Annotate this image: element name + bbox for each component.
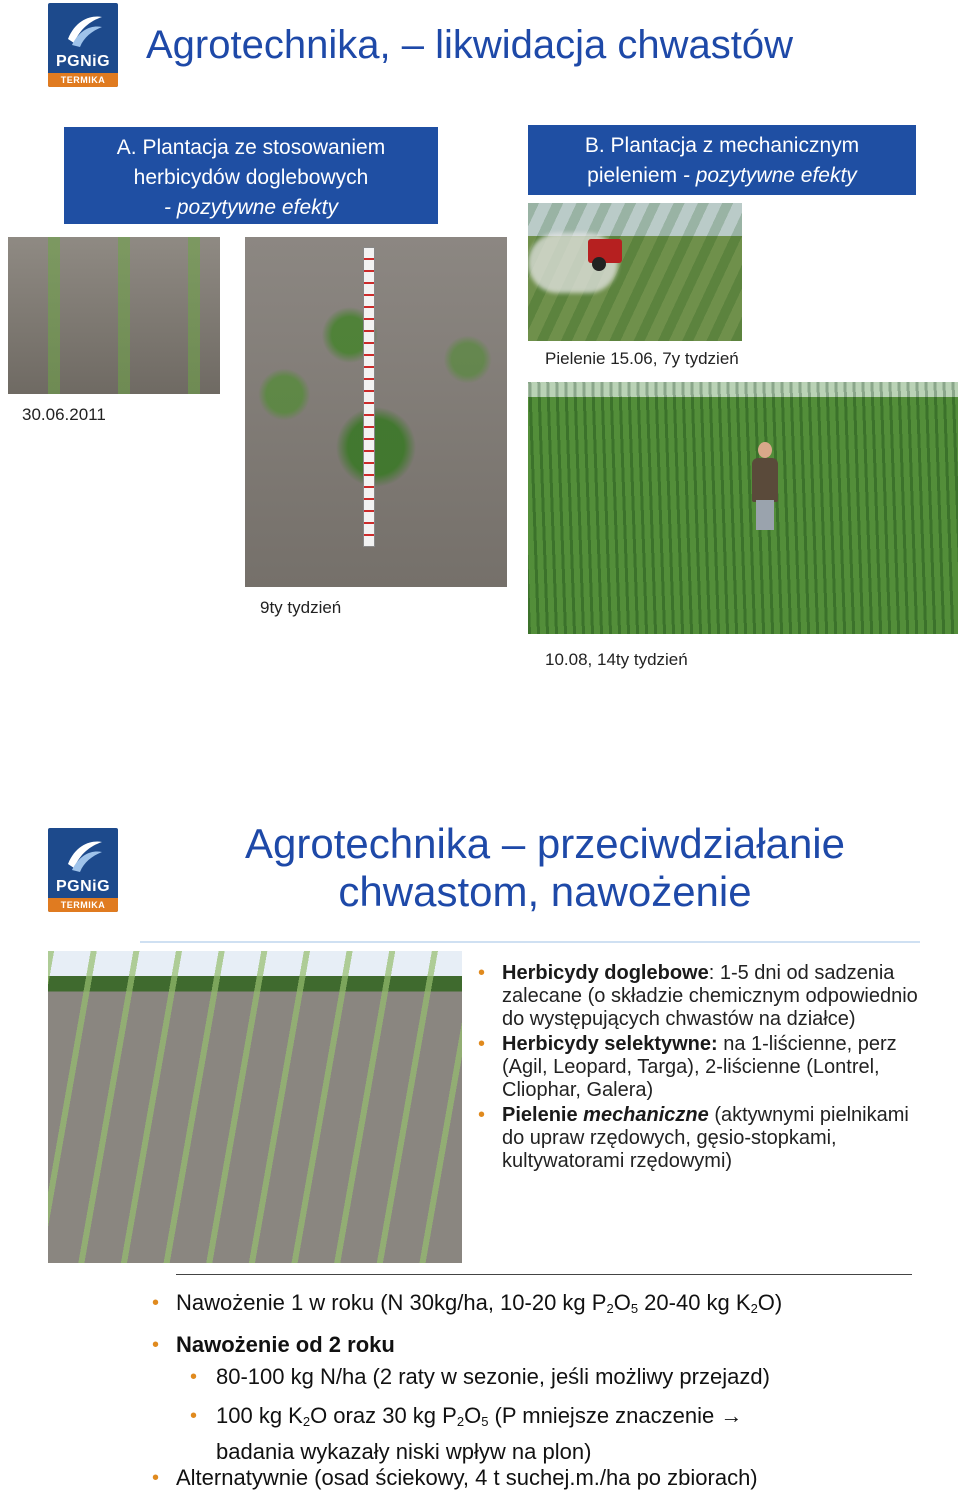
measuring-ruler xyxy=(363,247,375,547)
fert-sub2-a: 100 kg K xyxy=(216,1403,303,1428)
fert-sub2-b: O oraz 30 kg P xyxy=(310,1403,457,1428)
box-b-line1: B. Plantacja z mechanicznym xyxy=(584,134,860,157)
bullet-icon: • xyxy=(190,1405,198,1427)
bullet-icon: • xyxy=(152,1292,160,1314)
bullet2-bold: Herbicydy selektywne: xyxy=(502,1033,718,1055)
bullet-icon: • xyxy=(478,1033,486,1055)
box-a xyxy=(64,127,438,224)
fert-sub1: 80-100 kg N/ha (2 raty w sezonie, jeśli możliwy przejazd) xyxy=(216,1364,770,1389)
photo-willow-field-person xyxy=(528,382,958,634)
alternative-list xyxy=(152,1460,942,1496)
list-item xyxy=(152,1460,942,1496)
list-item xyxy=(190,1359,950,1395)
logo-brand-2: PGNiG xyxy=(55,878,111,895)
fert1-sub1: 2 xyxy=(606,1301,614,1316)
box-b-line2 xyxy=(528,161,916,191)
list-item xyxy=(478,1104,918,1173)
photo-tractor-weeding xyxy=(528,203,742,341)
slide2-title-line2: chwastom, nawożenie xyxy=(338,868,752,915)
bullet-icon: • xyxy=(478,962,486,984)
logo-sub-2: TERMIKA xyxy=(48,898,118,912)
photo-planted-rows xyxy=(48,951,462,1263)
fert1-d: O) xyxy=(757,1290,783,1315)
section-divider xyxy=(176,1274,912,1275)
photo-plant-with-ruler xyxy=(245,237,507,587)
bullet-icon: • xyxy=(152,1467,160,1489)
slide2-title-line1: Agrotechnika – przeciwdziałanie xyxy=(245,820,845,867)
box-a-line2: herbicydów doglebowych xyxy=(133,166,369,189)
caption-date: 30.06.2011 xyxy=(22,405,106,424)
pgnig-logo-2 xyxy=(48,828,118,912)
pgnig-logo xyxy=(48,3,118,87)
bullet3-bold: Pielenie xyxy=(502,1104,584,1126)
tractor-icon xyxy=(588,239,622,263)
list-item xyxy=(478,962,918,1031)
fert1-b: O xyxy=(613,1290,631,1315)
fert1-sub2: 5 xyxy=(630,1301,639,1316)
fert1-sub3: 2 xyxy=(750,1301,758,1316)
fert-sub2-line2: badania wykazały niski wpływ na plon) xyxy=(216,1439,592,1464)
fertilization-list xyxy=(152,1285,942,1363)
person-in-field xyxy=(748,442,782,532)
bullet3-text: (aktywnymi pielnikami do upraw rzędowych, gęsio-stopkami, kultywatorami rzędowymi) xyxy=(502,1104,909,1172)
box-a-line3: - pozytywne efekty xyxy=(164,196,338,219)
bullet1-text: : 1-5 dni od sadzenia zalecane (o składzie chemicznym odpowiednio do występujących chwastów na działce) xyxy=(502,962,918,1030)
bullet-icon: • xyxy=(152,1334,160,1356)
photo-herbicide-plantation xyxy=(8,237,220,394)
bullet1-bold: Herbicydy doglebowe xyxy=(502,962,709,984)
bullet-icon: • xyxy=(478,1104,486,1126)
fert-sub2-d: (P mniejsze znaczenie → xyxy=(488,1403,743,1428)
box-b xyxy=(528,125,916,195)
bullet-icon: • xyxy=(190,1366,198,1388)
fert3: Alternatywnie (osad ściekowy, 4 t suchej.m./ha po zbiorach) xyxy=(176,1465,758,1490)
fert-sub2-s1: 2 xyxy=(302,1414,311,1429)
pgnig-flame-logo-icon xyxy=(62,9,106,53)
bullet3-bold-italic: mechaniczne xyxy=(583,1104,709,1126)
list-item xyxy=(152,1327,942,1363)
list-item xyxy=(152,1285,942,1327)
bullet2-text: na 1-liścienne, perz (Agil, Leopard, Targa), 2-liścienne (Lontrel, Cliophar, Galera) xyxy=(502,1033,897,1101)
box-b-line2-italic: - pozytywne efekty xyxy=(677,164,857,187)
herbicide-list xyxy=(478,962,918,1173)
list-item xyxy=(478,1033,918,1102)
slide2-title xyxy=(150,820,940,916)
fert2-bold: Nawożenie od 2 roku xyxy=(176,1332,395,1357)
title-divider xyxy=(140,941,920,943)
caption-week14: 10.08, 14ty tydzień xyxy=(545,650,688,669)
logo-sub: TERMIKA xyxy=(48,73,118,87)
caption-pielenie: Pielenie 15.06, 7y tydzień xyxy=(545,349,739,368)
fertilization-sublist xyxy=(190,1359,950,1467)
box-b-line2-plain: pieleniem xyxy=(587,164,678,187)
pgnig-flame-logo-icon xyxy=(62,834,106,878)
fert-sub2-s3: 5 xyxy=(481,1414,489,1429)
fert1-a: Nawożenie 1 w roku (N 30kg/ha, 10-20 kg P xyxy=(176,1290,607,1315)
fert-sub2-s2: 2 xyxy=(456,1414,465,1429)
fert1-c: 20-40 kg K xyxy=(638,1290,751,1315)
list-item xyxy=(190,1397,950,1467)
box-a-line1: A. Plantacja ze stosowaniem xyxy=(116,136,386,159)
logo-brand: PGNiG xyxy=(55,53,111,70)
slide1-title: Agrotechnika, – likwidacja chwastów xyxy=(146,23,793,67)
fert-sub2-c: O xyxy=(464,1403,482,1428)
caption-week9: 9ty tydzień xyxy=(260,598,342,617)
